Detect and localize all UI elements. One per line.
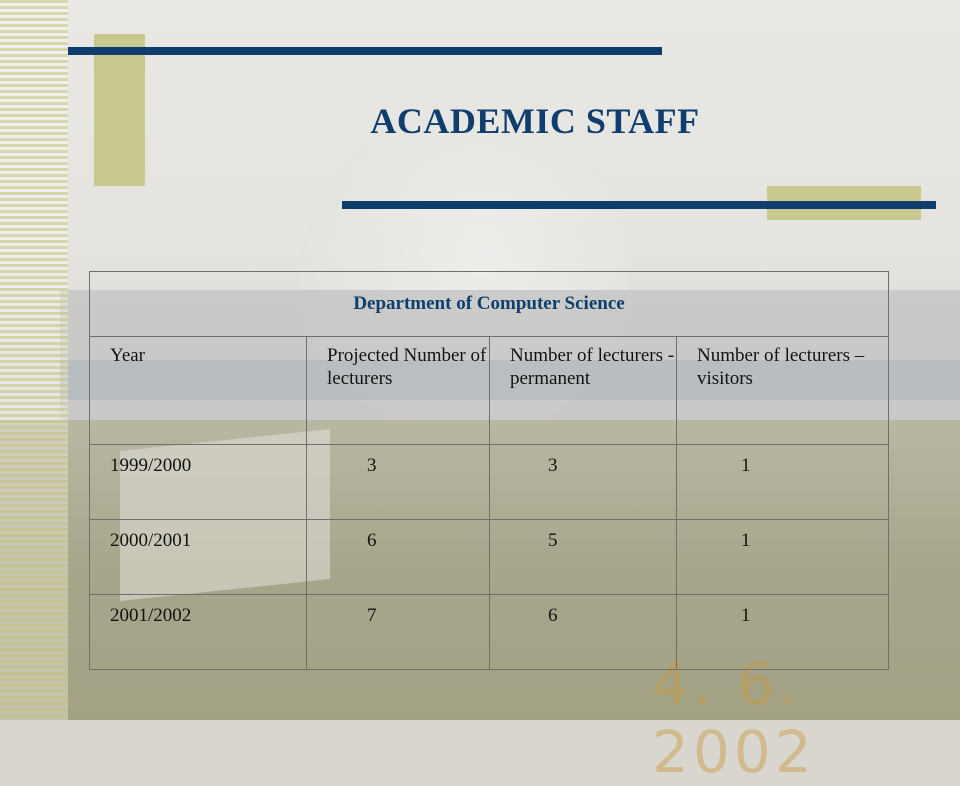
cell-visitors: 1 <box>677 520 889 595</box>
cell-year: 1999/2000 <box>90 445 307 520</box>
slide-title: ACADEMIC STAFF <box>370 101 700 141</box>
column-header-permanent: Number of lecturers - permanent <box>490 337 677 445</box>
cell-permanent: 6 <box>490 595 677 670</box>
navy-rule-top <box>68 47 662 55</box>
cell-projected: 6 <box>307 520 490 595</box>
table-row <box>90 520 889 595</box>
navy-rule-bottom <box>342 201 936 209</box>
table-caption: Department of Computer Science <box>90 272 889 337</box>
cell-permanent: 5 <box>490 520 677 595</box>
cell-year: 2001/2002 <box>90 595 307 670</box>
cell-year: 2000/2001 <box>90 520 307 595</box>
cell-visitors: 1 <box>677 445 889 520</box>
column-header-projected: Projected Number of lecturers <box>307 337 490 445</box>
table-header-row <box>90 337 889 445</box>
photo-date-stamp: 4. 6. 2002 <box>652 650 816 786</box>
column-header-visitors: Number of lecturers – visitors <box>677 337 889 445</box>
table-row <box>90 445 889 520</box>
olive-accent-bar-left <box>94 34 145 186</box>
cell-projected: 7 <box>307 595 490 670</box>
staff-table <box>89 271 889 670</box>
left-stripe-decoration <box>0 0 68 720</box>
cell-projected: 3 <box>307 445 490 520</box>
cell-permanent: 3 <box>490 445 677 520</box>
table-row <box>90 595 889 670</box>
cell-visitors: 1 <box>677 595 889 670</box>
column-header-year: Year <box>90 337 307 445</box>
